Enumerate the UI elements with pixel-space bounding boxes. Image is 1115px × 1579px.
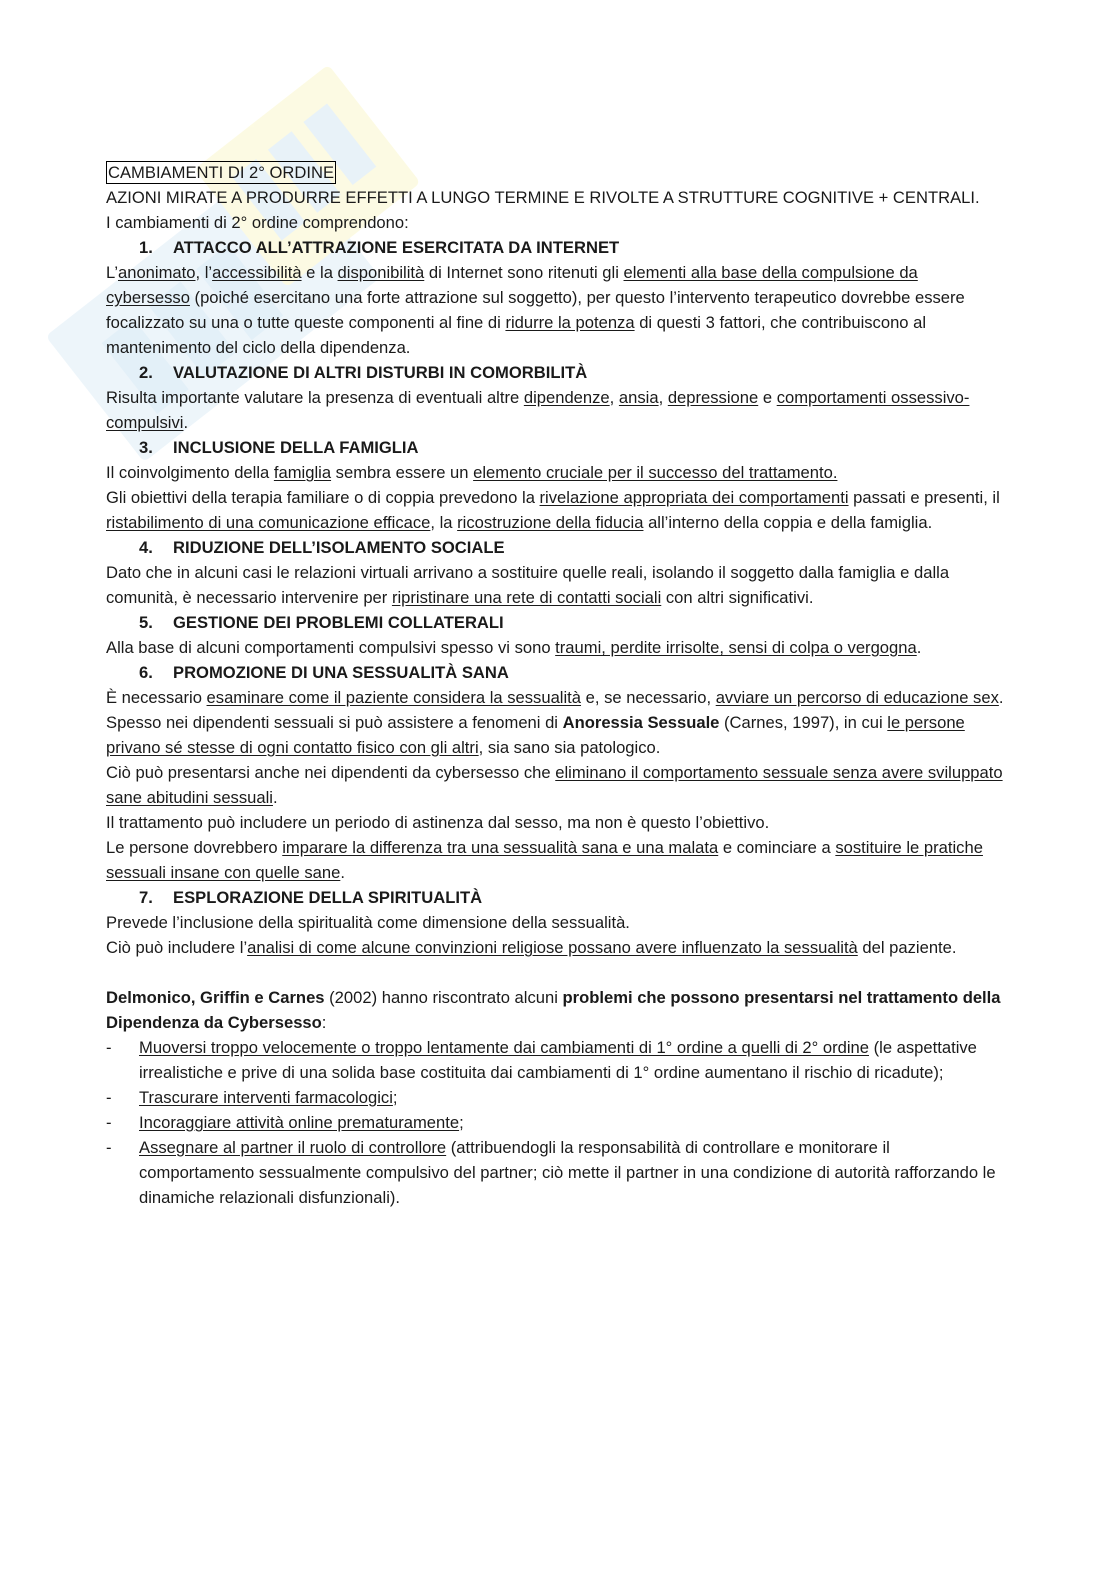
item-5-body: Alla base di alcuni comportamenti compulsivi spesso vi sono traumi, perdite irrisolte, sensi di colpa o vergogna. bbox=[106, 638, 922, 657]
item-7-body-a: Prevede l’inclusione della spiritualità come dimensione della sessualità. bbox=[106, 913, 630, 932]
item-3-body-b: Gli obiettivi della terapia familiare o di coppia prevedono la rivelazione appropriata dei comportamenti passati e presenti, il ristabilimento di una comunicazione efficace, la ricostruzione della fiducia all’interno della coppia e della famiglia. bbox=[106, 488, 1000, 532]
bullet-item-1: - Muoversi troppo velocemente o troppo lentamente dai cambiamenti di 1° ordine a quelli di 2° ordine (le aspettative irrealistiche e prive di una solida base costituita dai cambiamenti di 1° ordine aumentano il rischio di ricadute); bbox=[106, 1038, 977, 1082]
item-6-body-a: È necessario esaminare come il paziente considera la sessualità e, se necessario, avviare un percorso di educazione sex. bbox=[106, 688, 1004, 707]
paragraph-gap bbox=[106, 960, 1006, 985]
item-4-body: Dato che in alcuni casi le relazioni virtuali arrivano a sostituire quelle reali, isolando il soggetto dalla famiglia e dalla comunità, è necessario intervenire per ripristinare una rete di contatti sociali con altri significativi. bbox=[106, 563, 950, 607]
document-body bbox=[106, 160, 1006, 1210]
intro-text: I cambiamenti di 2° ordine comprendono: bbox=[106, 213, 409, 232]
item-5-heading: 5. GESTIONE DEI PROBLEMI COLLATERALI bbox=[139, 613, 504, 632]
bullet-item-4: - Assegnare al partner il ruolo di controllore (attribuendogli la responsabilità di controllare e monitorare il comportamento sessualmente compulsivo del partner; ciò mette il partner in una condizione di autorità rafforzando le dinamiche relazionali disfunzionali). bbox=[106, 1138, 996, 1207]
item-3-body-a: Il coinvolgimento della famiglia sembra essere un elemento cruciale per il successo del trattamento. bbox=[106, 463, 838, 482]
delmonico-paragraph: Delmonico, Griffin e Carnes (2002) hanno riscontrato alcuni problemi che possono presentarsi nel trattamento della Dipendenza da Cybersesso: bbox=[106, 988, 1001, 1032]
item-6-body-e: Le persone dovrebbero imparare la differenza tra una sessualità sana e una malata e cominciare a sostituire le pratiche sessuali insane con quelle sane. bbox=[106, 838, 983, 882]
item-6-heading: 6. PROMOZIONE DI UNA SESSUALITÀ SANA bbox=[139, 663, 509, 682]
bullet-item-2: - Trascurare interventi farmacologici; bbox=[106, 1088, 398, 1107]
item-1-heading: 1. ATTACCO ALL’ATTRAZIONE ESERCITATA DA INTERNET bbox=[139, 238, 620, 257]
item-6-body-c: Ciò può presentarsi anche nei dipendenti da cybersesso che eliminano il comportamento sessuale senza avere sviluppato sane abitudini sessuali. bbox=[106, 763, 1003, 807]
section-subtitle: AZIONI MIRATE A PRODURRE EFFETTI A LUNGO TERMINE E RIVOLTE A STRUTTURE COGNITIVE + CENTRALI. bbox=[106, 188, 980, 207]
item-2-heading: 2. VALUTAZIONE DI ALTRI DISTURBI IN COMORBILITÀ bbox=[139, 363, 588, 382]
item-4-heading: 4. RIDUZIONE DELL’ISOLAMENTO SOCIALE bbox=[139, 538, 505, 557]
item-2-body: Risulta importante valutare la presenza di eventuali altre dipendenze, ansia, depressione e comportamenti ossessivo-compulsivi. bbox=[106, 388, 970, 432]
item-6-body-b: Spesso nei dipendenti sessuali si può assistere a fenomeni di Anoressia Sessuale (Carnes, 1997), in cui le persone privano sé stesse di ogni contatto fisico con gli altri, sia sano sia patologico. bbox=[106, 713, 965, 757]
item-7-heading: 7. ESPLORAZIONE DELLA SPIRITUALITÀ bbox=[139, 888, 483, 907]
bullet-item-3: - Incoraggiare attività online prematuramente; bbox=[106, 1113, 464, 1132]
item-3-heading: 3. INCLUSIONE DELLA FAMIGLIA bbox=[139, 438, 419, 457]
section-title-line bbox=[106, 160, 1006, 185]
item-7-body-b: Ciò può includere l’analisi di come alcune convinzioni religiose possano avere influenzato la sessualità del paziente. bbox=[106, 938, 957, 957]
item-6-body-d: Il trattamento può includere un periodo di astinenza dal sesso, ma non è questo l’obiettivo. bbox=[106, 813, 770, 832]
section-title: CAMBIAMENTI DI 2° ORDINE bbox=[108, 163, 335, 182]
item-1-body: L’anonimato, l’accessibilità e la disponibilità di Internet sono ritenuti gli elementi alla base della compulsione da cybersesso (poiché esercitano una forte attrazione sul soggetto), per questo l’intervento terapeutico dovrebbe essere focalizzato su una o tutte queste componenti al fine di ridurre la potenza di questi 3 fattori, che contribuiscono al mantenimento del ciclo della dipendenza. bbox=[106, 263, 965, 357]
